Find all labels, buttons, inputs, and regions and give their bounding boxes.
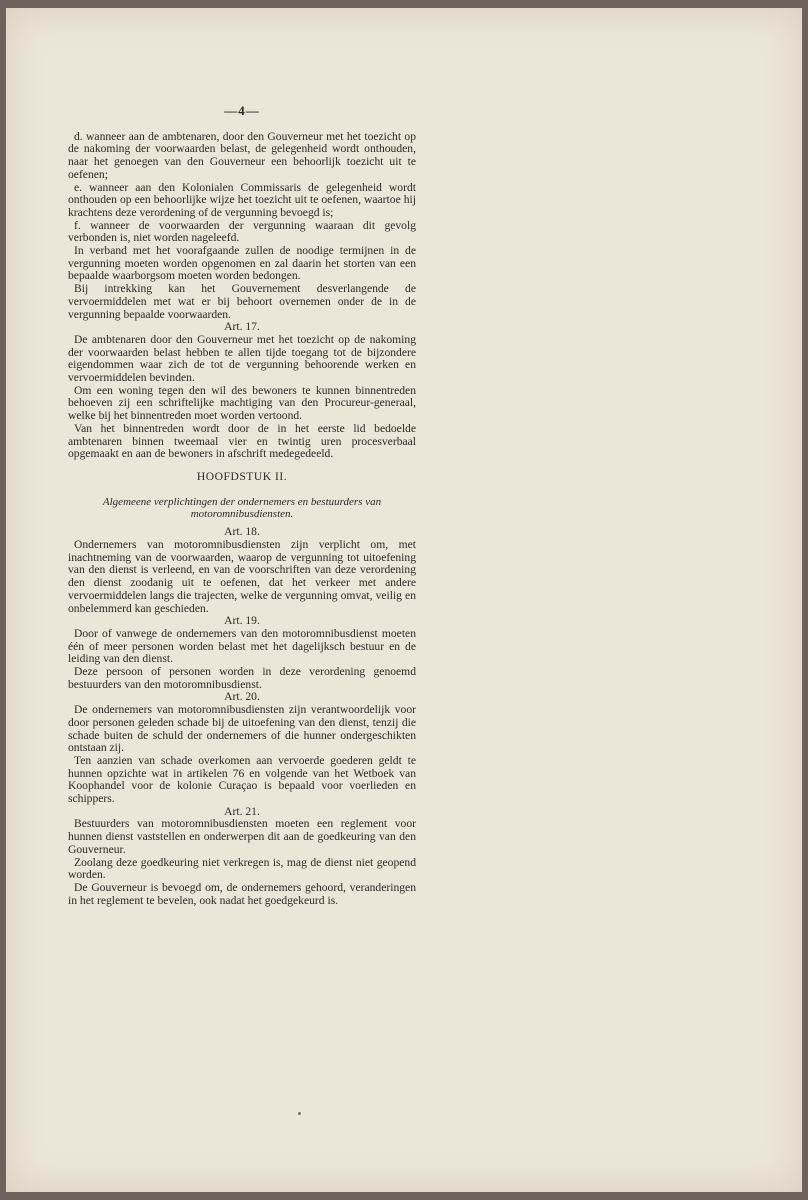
paragraph: Om een woning tegen den wil des bewoners te kunnen binnentreden behoeven zij een schriftelijke machtiging van den Procureur-generaal, welke bij het binnentreden moet worden vertoond.: [68, 383, 416, 423]
paper-speck: [298, 1112, 301, 1115]
chapter-subtitle-line: motoromnibusdiensten.: [190, 507, 294, 520]
paragraph: Zoolang deze goedkeuring niet verkregen is, mag de dienst niet geopend worden.: [68, 855, 416, 882]
article-heading: Art. 19.: [224, 614, 260, 628]
article-heading: Art. 17.: [224, 320, 260, 334]
document-page: [6, 8, 802, 1192]
paragraph: f. wanneer de voorwaarden der vergunning waaraan dit gevolg verbonden is, niet worden nageleefd.: [68, 218, 416, 245]
paragraph: Bestuurders van motoromnibusdiensten moeten een reglement voor hunnen dienst vaststellen en onderwerpen dit aan de goedkeuring van den Gouverneur.: [68, 817, 416, 856]
article-heading: Art. 21.: [224, 804, 260, 818]
chapter-subtitle-line: Algemeene verplichtingen der ondernemers en bestuurders van: [102, 495, 382, 508]
page-number: —4—: [224, 103, 260, 118]
paragraph: d. wanneer aan de ambtenaren, door den Gouverneur met het toezicht op de nakoming der voorwaarden belast, de gelegenheid wordt onthouden, naar het genoegen van den Gouverneur een behoorlijk toezicht uit te oefenen;: [68, 129, 416, 181]
chapter-title: HOOFDSTUK II.: [196, 469, 288, 483]
paragraph: Van het binnentreden wordt door de in het eerste lid bedoelde ambtenaren binnen tweemaal vier en twintig uren procesverbaal opgemaakt en aan de bewoners in afschrift medegedeeld.: [68, 421, 416, 461]
text-column: [68, 105, 416, 907]
paragraph: In verband met het voorafgaande zullen de noodige termijnen in de vergunning moeten worden opgenomen en zal daarin het storten van een bepaalde waarborgsom moeten worden bedongen.: [68, 244, 416, 283]
paragraph: Door of vanwege de ondernemers van den motoromnibusdienst moeten één of meer personen worden belast met het dagelijksch bestuur en de leiding van den dienst.: [68, 626, 416, 666]
paragraph: De Gouverneur is bevoegd om, de ondernemers gehoord, veranderingen in het reglement te bevelen, ook nadat het goedgekeurd is.: [68, 880, 416, 907]
article-heading: Art. 18.: [224, 525, 260, 539]
paragraph: De ondernemers van motoromnibusdiensten zijn verantwoordelijk voor door personen geleden schade bij de uitoefening van den dienst, tenzij die schade buiten de schuld der ondernemers of die hunner ondergeschikten ontstaan zij.: [68, 703, 416, 755]
paragraph: e. wanneer aan den Kolonialen Commissaris de gelegenheid wordt onthouden op een behoorlijke wijze het toezicht uit te oefenen, waartoe hij krachtens deze verordening of de vergunning bevoegd is;: [68, 180, 416, 219]
paragraph: Ondernemers van motoromnibusdiensten zijn verplicht om, met inachtneming van de voorwaarden, waarop de vergunning tot uitoefening van den dienst is verleend, en van de voorschriften van deze verordening den dienst zoodanig uit te oefenen, dat het verkeer met andere vervoermiddelen langs die trajecten, welke de vergunning omvat, veilig en onbelemmerd kan geschieden.: [68, 537, 416, 615]
paragraph: Bij intrekking kan het Gouvernement desverlangende de vervoermiddelen met wat er bij behoort overnemen onder de in de vergunning bepaalde voorwaarden.: [68, 282, 416, 321]
paragraph: De ambtenaren door den Gouverneur met het toezicht op de nakoming der voorwaarden belast hebben te allen tijde toegang tot de bijzondere eigendommen waar zich de tot de vergunning behoorende werken en vervoermiddelen bevinden.: [68, 332, 416, 385]
paragraph: Deze persoon of personen worden in deze verordening genoemd bestuurders van den motoromnibusdienst.: [68, 665, 416, 691]
chapter-subtitle: [68, 496, 416, 521]
paragraph: Ten aanzien van schade overkomen aan vervoerde goederen geldt te hunnen opzichte wat in artikelen 76 en volgende van het Wetboek van Koophandel voor de kolonie Curaçao is bepaald voor voerlieden en schippers.: [68, 753, 416, 806]
article-heading: Art. 20.: [224, 690, 260, 704]
